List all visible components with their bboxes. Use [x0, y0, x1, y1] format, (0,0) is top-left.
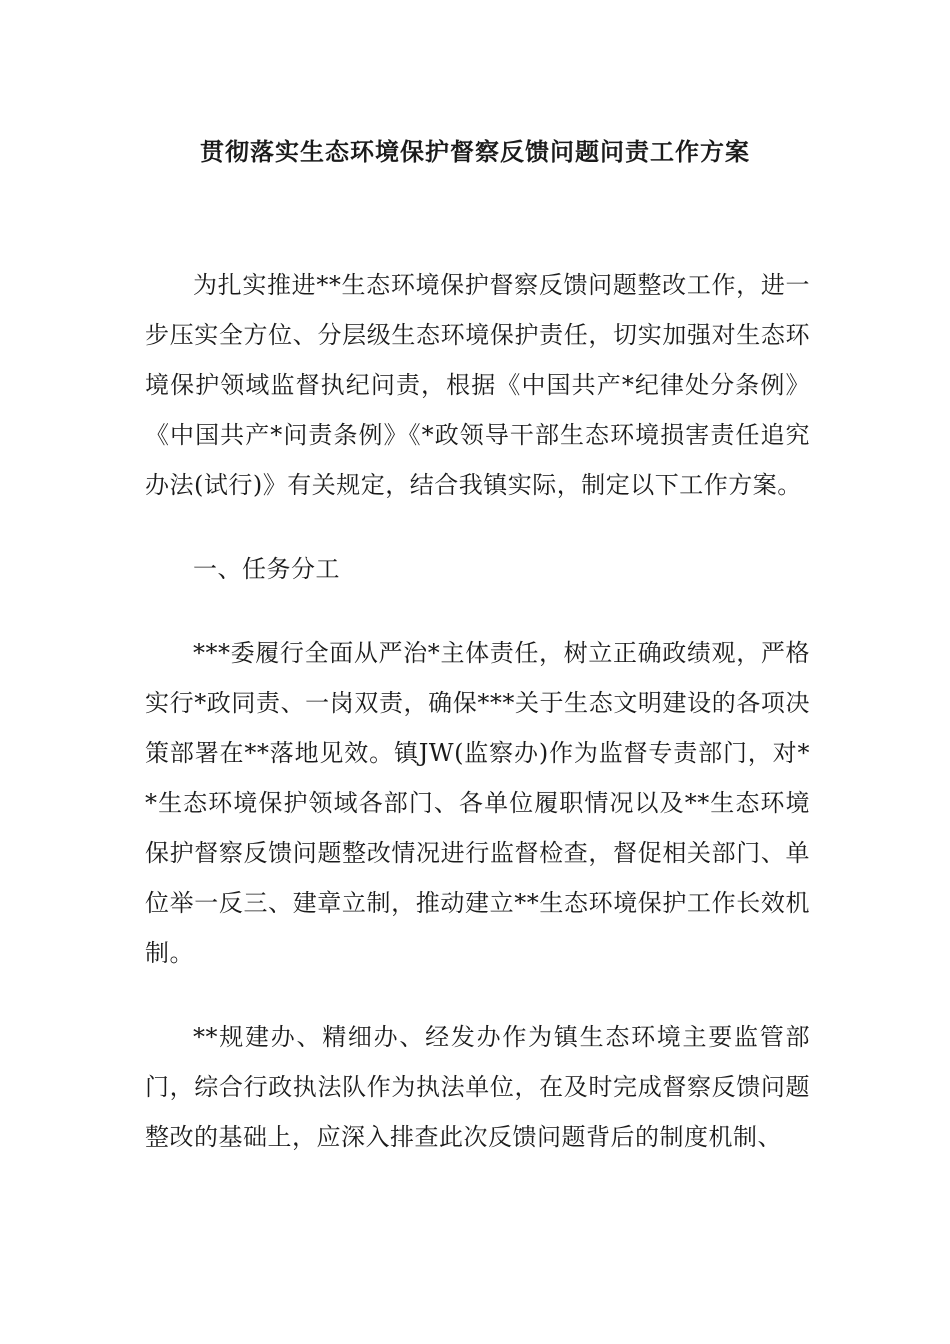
paragraph-gap [145, 978, 810, 1012]
paragraph-gap [145, 594, 810, 628]
section-heading: 一、任务分工 [193, 555, 340, 583]
document-body [145, 260, 810, 1162]
paragraph-gap [145, 510, 810, 544]
intro-paragraph: 为扎实推进**生态环境保护督察反馈问题整改工作，进一步压实全方位、分层级生态环境保护责任，切实加强对生态环境保护领域监督执纪问责，根据《中国共产*纪律处分条例》《中国共产*问责条例》《*政领导干部生态环境损害责任追究办法(试行)》有关规定，结合我镇实际，制定以下工作方案。 [145, 271, 810, 499]
section-paragraph-2: **规建办、精细办、经发办作为镇生态环境主要监管部门，综合行政执法队作为执法单位，在及时完成督察反馈问题整改的基础上，应深入排查此次反馈问题背后的制度机制、 [145, 1023, 810, 1151]
document-title: 贯彻落实生态环境保护督察反馈问题问责工作方案 [200, 137, 750, 166]
section-paragraph-1: ***委履行全面从严治*主体责任，树立正确政绩观，严格实行*政同责、一岗双责，确保***关于生态文明建设的各项决策部署在**落地见效。镇JW(监察办)作为监督专责部门，对**生态环境保护领域各部门、各单位履职情况以及**生态环境保护督察反馈问题整改情况进行监督检查，督促相关部门、单位举一反三、建章立制，推动建立**生态环境保护工作长效机制。 [145, 639, 810, 967]
